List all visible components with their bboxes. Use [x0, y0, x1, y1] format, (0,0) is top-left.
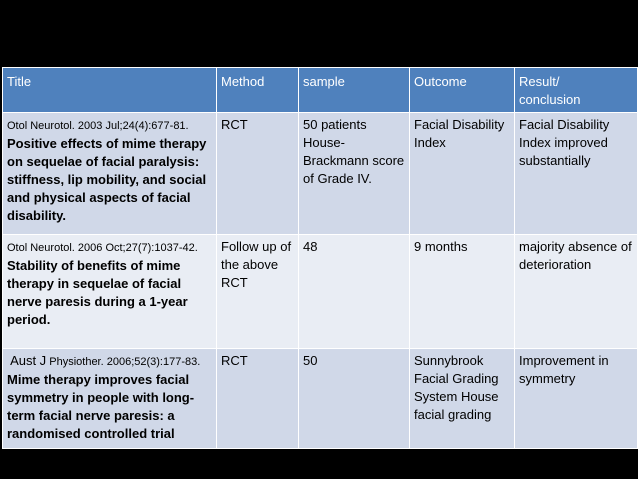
citation-journal: Aust J	[10, 353, 47, 368]
citation	[7, 353, 201, 368]
method-cell: Follow up of the above RCT	[217, 235, 299, 349]
citation: Otol Neurotol. 2006 Oct;27(7):1037-42.	[7, 242, 198, 254]
title-cell	[3, 113, 217, 235]
header-title: Title	[3, 68, 217, 113]
citation-rest: Physiother. 2006;52(3):177-83.	[49, 356, 201, 368]
method-cell: RCT	[217, 113, 299, 235]
evidence-table	[2, 67, 638, 449]
outcome-cell: 9 months	[410, 235, 515, 349]
sample-cell: 48	[299, 235, 410, 349]
header-result: Result/ conclusion	[515, 68, 638, 113]
result-cell: Improvement in symmetry	[515, 349, 638, 449]
sample-cell: 50	[299, 349, 410, 449]
table-row	[3, 235, 638, 349]
method-cell: RCT	[217, 349, 299, 449]
title-cell	[3, 235, 217, 349]
paper-title: Positive effects of mime therapy on sequelae of facial paralysis: stiffness, lip mobility, and social and physical aspects of facial disability.	[7, 136, 207, 223]
citation: Otol Neurotol. 2003 Jul;24(4):677-81.	[7, 120, 189, 132]
title-cell	[3, 349, 217, 449]
header-method: Method	[217, 68, 299, 113]
paper-title: Stability of benefits of mime therapy in sequelae of facial nerve paresis during a 1-year period.	[7, 258, 188, 327]
result-cell: majority absence of deterioration	[515, 235, 638, 349]
header-outcome: Outcome	[410, 68, 515, 113]
header-sample: sample	[299, 68, 410, 113]
paper-title: Mime therapy improves facial symmetry in people with long-term facial nerve paresis: a randomised controlled trial	[7, 372, 195, 441]
header-row	[3, 68, 638, 113]
sample-cell: 50 patients House-Brackmann score of Grade IV.	[299, 113, 410, 235]
outcome-cell: Sunnybrook Facial Grading System House facial grading	[410, 349, 515, 449]
table-row	[3, 349, 638, 449]
outcome-cell: Facial Disability Index	[410, 113, 515, 235]
table-row	[3, 113, 638, 235]
result-cell: Facial Disability Index improved substantially	[515, 113, 638, 235]
